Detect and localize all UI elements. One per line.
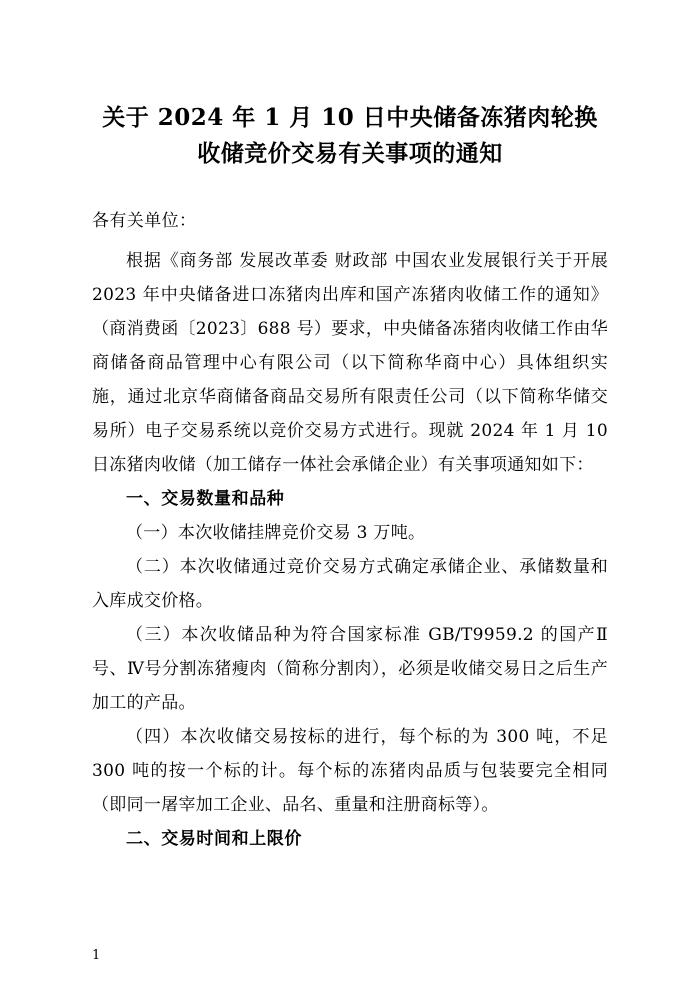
page-title-line-2: 收储竞价交易有关事项的通知 (197, 139, 503, 167)
section-one-item-3: （三）本次收储品种为符合国家标准 GB/T9959.2 的国产Ⅱ号、Ⅳ号分割冻猪瘦肉（简称分割肉），必须是收储交易日之后生产加工的产品。 (92, 624, 608, 713)
section-one-item-2: （二）本次收储通过竞价交易方式确定承储企业、承储数量和入库成交价格。 (92, 556, 608, 611)
page-title (92, 100, 608, 171)
section-one-item-4: （四）本次收储交易按标的进行，每个标的为 300 吨，不足 300 吨的按一个标的计。每个标的冻猪肉品质与包装要完全相同（即同一屠宰加工企业、品名、重量和注册商标等）。 (92, 726, 608, 815)
section-one-item-1: （一）本次收储挂牌竞价交易 3 万吨。 (126, 522, 426, 543)
salutation: 各有关单位： (92, 211, 197, 232)
section-heading-one: 一、交易数量和品种 (126, 488, 285, 509)
intro-paragraph: 根据《商务部 发展改革委 财政部 中国农业发展银行关于开展 2023 年中央储备进口冻猪肉出库和国产冻猪肉收储工作的通知》（商消费函〔2023〕688 号）要求，中央储备冻猪肉收储工作由华商储备商品管理中心有限公司（以下简称华商中心）具体组织实施，通过北京华商储备商品交易所有限责任公司（以下简称华储交易所）电子交易系统以竞价交易方式进行。现就 2024 年 1 月 10 日冻猪肉收储（加工储存一体社会承储企业）有关事项通知如下： (92, 250, 609, 475)
page-title-line-1: 关于 2024 年 1 月 10 日中央储备冻猪肉轮换 (102, 104, 598, 131)
page-number: 1 (92, 948, 101, 963)
section-heading-two: 二、交易时间和上限价 (126, 828, 302, 849)
